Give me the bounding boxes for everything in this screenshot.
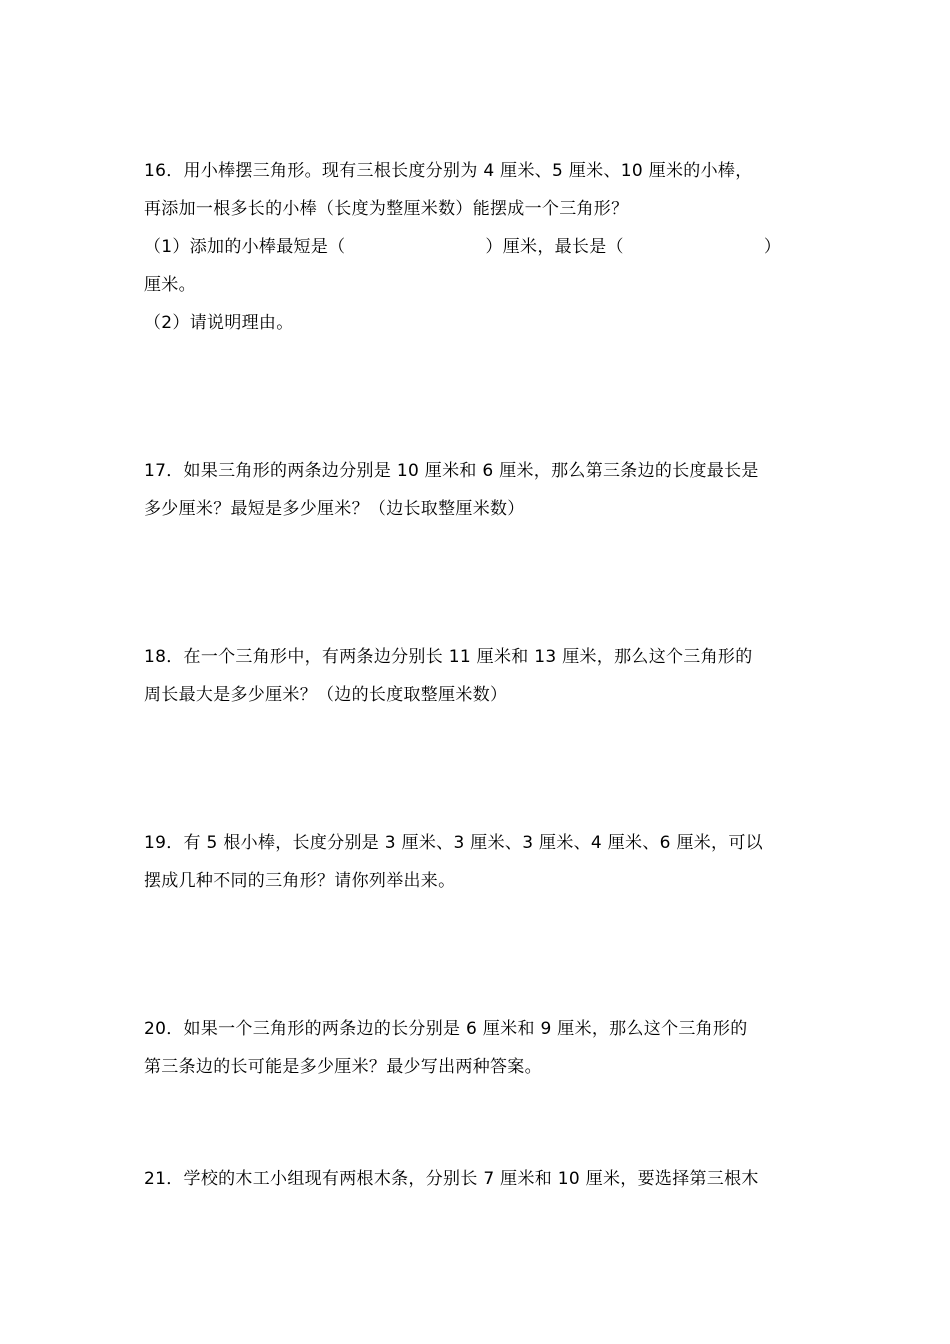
question-16-sub1-continuation: 厘米。 (144, 275, 196, 295)
question-16-line-2: 再添加一根多长的小棒（长度为整厘米数）能摆成一个三角形？ (144, 199, 629, 219)
question-19-line-1: 19．有 5 根小棒，长度分别是 3 厘米、3 厘米、3 厘米、4 厘米、6 厘米，可以 (144, 833, 763, 853)
question-17-line-1: 17．如果三角形的两条边分别是 10 厘米和 6 厘米，那么第三条边的长度最长是 (144, 461, 759, 481)
question-20-line-2: 第三条边的长可能是多少厘米？最少写出两种答案。 (144, 1057, 542, 1077)
question-21-line-1: 21．学校的木工小组现有两根木条，分别长 7 厘米和 10 厘米，要选择第三根木 (144, 1169, 759, 1189)
question-20-line-1: 20．如果一个三角形的两条边的长分别是 6 厘米和 9 厘米，那么这个三角形的 (144, 1019, 748, 1039)
question-19-line-2: 摆成几种不同的三角形？请你列举出来。 (144, 871, 456, 891)
sub1-prefix: （1）添加的小棒最短是（ (144, 237, 346, 257)
sub1-middle: ）厘米，最长是（ (485, 237, 624, 257)
sub1-suffix: ） (763, 237, 782, 257)
question-16-sub2: （2）请说明理由。 (144, 313, 294, 333)
question-17-line-2: 多少厘米？最短是多少厘米？（边长取整厘米数） (144, 499, 525, 519)
question-18-line-2: 周长最大是多少厘米？（边的长度取整厘米数） (144, 685, 508, 705)
question-16-line-1: 16．用小棒摆三角形。现有三根长度分别为 4 厘米、5 厘米、10 厘米的小棒， (144, 161, 753, 181)
question-18-line-1: 18．在一个三角形中，有两条边分别长 11 厘米和 13 厘米，那么这个三角形的 (144, 647, 753, 667)
question-16-sub1 (144, 236, 781, 258)
